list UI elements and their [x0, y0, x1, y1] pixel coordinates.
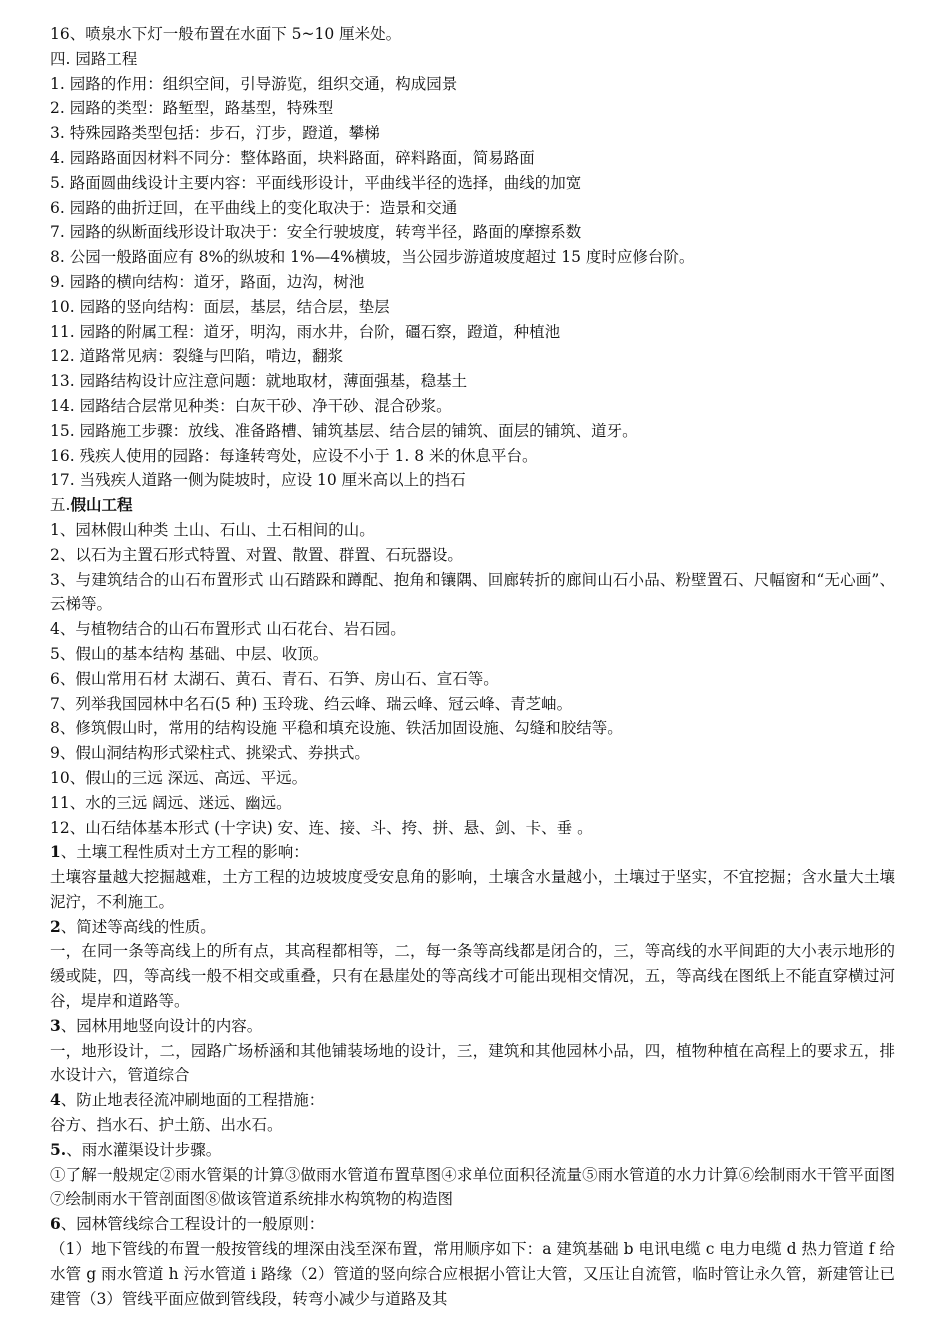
- section-4-line: 9. 园路的横向结构：道牙，路面，边沟，树池: [50, 272, 365, 291]
- question-4-text: 、防止地表径流冲刷地面的工程措施：: [60, 1091, 325, 1110]
- question-5-text: 、雨水灌渠设计步骤。: [66, 1140, 222, 1159]
- section-4-line: 17. 当残疾人道路一侧为陡坡时，应设 10 厘米高以上的挡石: [50, 471, 466, 490]
- section-4-line: 12. 道路常见病：裂缝与凹陷，啃边，翻浆: [50, 347, 344, 366]
- answer-6: （1）地下管线的布置一般按管线的埋深由浅至深布置，常用顺序如下：a 建筑基础 b 电讯电缆 c 电力电缆 d 热力管道 f 给水管 g 雨水管道 h 污水管道 i 路缘（2）管道的竖向综合应根据小管让大管，又压让自流管，临时管让永久管，新建管让已建管（3）管线平面应做到管线段，转弯小减少与道路及其: [50, 1240, 895, 1308]
- section-4-list: [50, 22, 895, 493]
- question-3-text: 、园林用地竖向设计的内容。: [60, 1016, 263, 1035]
- section-5-line: 9、假山洞结构形式梁柱式、挑梁式、券拱式。: [50, 744, 370, 763]
- section-4-line: 4. 园路路面因材料不同分：整体路面，块料路面，碎料路面，简易路面: [50, 148, 535, 167]
- question-1-text: 、土壤工程性质对土方工程的影响：: [60, 843, 309, 862]
- question-2-number: 2: [50, 916, 61, 936]
- question-1-number: 1: [50, 842, 61, 862]
- question-6-text: 、园林管线综合工程设计的一般原则：: [60, 1215, 325, 1234]
- answer-4: 谷方、挡水石、护土筋、出水石。: [50, 1116, 283, 1135]
- answer-2: 一，在同一条等高线上的所有点，其高程都相等，二，每一条等高线都是闭合的，三，等高线的水平间距的大小表示地形的缓或陡，四，等高线一般不相交或重叠，只有在悬崖处的等高线才可能出现相交情况，五，等高线在图纸上不能直穿横过河谷，堤岸和道路等。: [50, 942, 895, 1011]
- section-5-line: 5、假山的基本结构 基础、中层、收顶。: [50, 644, 329, 663]
- section-5-number: 五.: [50, 496, 71, 515]
- section-4-line: 2. 园路的类型：路堑型，路基型，特殊型: [50, 99, 334, 118]
- question-1: [50, 840, 895, 865]
- section-5-title: 假山工程: [70, 495, 133, 515]
- answer-5: ①了解一般规定②雨水管渠的计算③做雨水管道布置草图④求单位面积径流量⑤雨水管道的水力计算⑥绘制雨水干管平面图⑦绘制雨水干管剖面图⑧做该管道系统排水构筑物的构造图: [50, 1165, 895, 1209]
- section-4-line: 11. 园路的附属工程：道牙，明沟，雨水井，台阶，礓石察，蹬道，种植池: [50, 322, 561, 341]
- section-5-item-3: 3、与建筑结合的山石布置形式 山石踏跺和蹲配、抱角和镶隅、回廊转折的廊间山石小品、粉壁置石、尺幅窗和“无心画”、云梯等。: [50, 570, 895, 614]
- document-body: [50, 22, 895, 1311]
- question-5: [50, 1138, 895, 1163]
- question-3-number: 3: [50, 1015, 61, 1035]
- section-4-line: 14. 园路结合层常见种类：白灰干砂、净干砂、混合砂浆。: [50, 396, 452, 415]
- section-4-line: 5. 路面圆曲线设计主要内容：平面线形设计，平曲线半径的选择，曲线的加宽: [50, 173, 582, 192]
- section-5-line: 4、与植物结合的山石布置形式 山石花台、岩石园。: [50, 620, 406, 639]
- section-4-line: 15. 园路施工步骤：放线、准备路槽、铺筑基层、结合层的铺筑、面层的铺筑、道牙。: [50, 421, 638, 440]
- section-4-line: 13. 园路结构设计应注意问题：就地取材，薄面强基，稳基土: [50, 372, 468, 391]
- section-5-line: 10、假山的三远 深远、高远、平远。: [50, 768, 308, 787]
- section-4-line: 16. 残疾人使用的园路：每逢转弯处，应设不小于 1. 8 米的休息平台。: [50, 446, 538, 465]
- question-6-number: 6: [50, 1214, 61, 1234]
- question-3: [50, 1014, 895, 1039]
- section-4-line: 7. 园路的纵断面线形设计取决于：安全行驶坡度，转弯半径，路面的摩擦系数: [50, 223, 582, 242]
- section-5-line: 11、水的三远 阔远、迷远、幽远。: [50, 793, 292, 812]
- section-4-line: 四. 园路工程: [50, 49, 138, 68]
- answer-3: 一，地形设计，二，园路广场桥涵和其他铺装场地的设计，三，建筑和其他园林小品，四，植物种植在高程上的要求五，排水设计六，管道综合: [50, 1041, 895, 1085]
- section-5-line: 7、列举我国园林中名石(5 种) 玉玲珑、绉云峰、瑞云峰、冠云峰、青芝岫。: [50, 694, 573, 713]
- section-4-line: 3. 特殊园路类型包括：步石，汀步，蹬道，攀梯: [50, 124, 380, 143]
- question-2-text: 、简述等高线的性质。: [60, 917, 216, 936]
- question-4: [50, 1088, 895, 1113]
- section-5-line: 1、园林假山种类 土山、石山、土石相间的山。: [50, 520, 375, 539]
- section-5-list-part-2: [50, 617, 895, 840]
- section-4-line: 10. 园路的竖向结构：面层，基层，结合层，垫层: [50, 297, 390, 316]
- section-5-line: 12、山石结体基本形式 (十字诀) 安、连、接、斗、挎、拼、悬、剑、卡、垂 。: [50, 818, 593, 837]
- section-5-line: 2、以石为主置石形式特置、对置、散置、群置、石玩器设。: [50, 545, 463, 564]
- section-4-line: 8. 公园一般路面应有 8%的纵坡和 1%—4%横坡，当公园步游道坡度超过 15 度时应修台阶。: [50, 248, 695, 267]
- question-2: [50, 915, 895, 940]
- section-5-line: 6、假山常用石材 太湖石、黄石、青石、石笋、房山石、宣石等。: [50, 669, 499, 688]
- section-4-line: 16、喷泉水下灯一般布置在水面下 5~10 厘米处。: [50, 25, 402, 43]
- section-5-list-part-1: [50, 518, 895, 568]
- question-6: [50, 1212, 895, 1237]
- question-4-number: 4: [50, 1090, 61, 1110]
- section-5-line: 8、修筑假山时，常用的结构设施 平稳和填充设施、铁活加固设施、勾缝和胶结等。: [50, 719, 623, 738]
- answer-1: 土壤容量越大挖掘越难，土方工程的边坡坡度受安息角的影响，土壤含水量越小，土壤过于坚实，不宜挖掘；含水量大土壤泥泞，不利施工。: [50, 868, 895, 911]
- section-4-line: 6. 园路的曲折迂回，在平曲线上的变化取决于：造景和交通: [50, 198, 458, 217]
- section-4-line: 1. 园路的作用：组织空间，引导游览，组织交通，构成园景: [50, 74, 458, 93]
- question-5-number: 5.: [50, 1139, 67, 1159]
- section-5-heading: [50, 493, 895, 518]
